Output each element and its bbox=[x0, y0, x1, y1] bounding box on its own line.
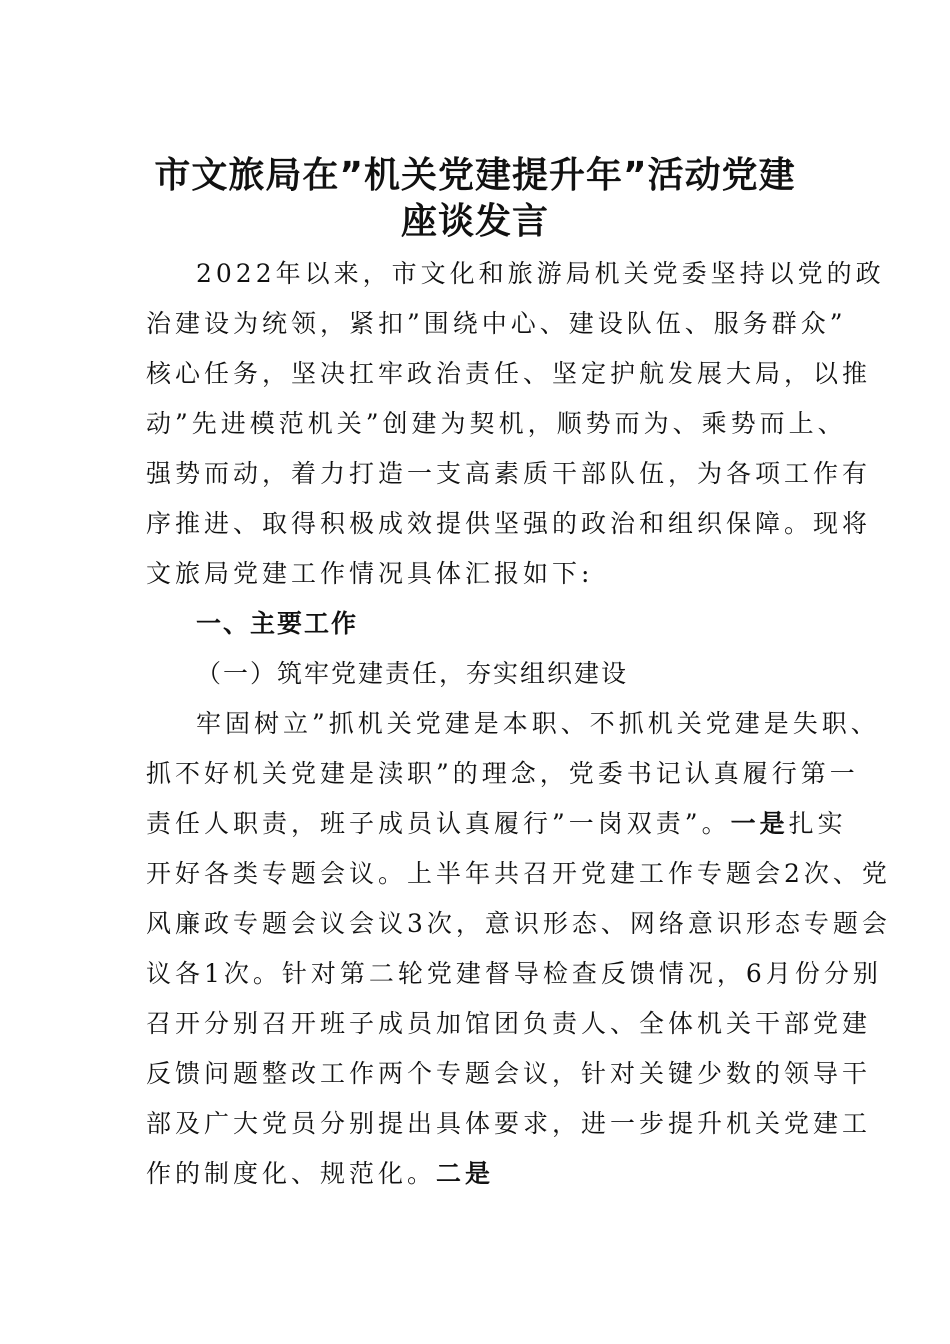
subsection-heading-1: （一）筑牢党建责任，夯实组织建设 bbox=[196, 659, 629, 688]
body-line-2: 抓不好机关党建是渎职”的理念，党委书记认真履行第一 bbox=[146, 759, 859, 788]
intro-line-4: 动”先进模范机关”创建为契机，顺势而为、乘势而上、 bbox=[146, 409, 847, 438]
body-line-6: 议各1次。针对第二轮党建督导检查反馈情况，6月份分别 bbox=[146, 959, 882, 988]
emphasis-first: 一是 bbox=[730, 809, 789, 838]
emphasis-second: 二是 bbox=[436, 1159, 495, 1188]
body-line-3 bbox=[146, 806, 846, 842]
body-line-1: 牢固树立”抓机关党建是本职、不抓机关党建是失职、 bbox=[196, 709, 880, 738]
body-line-5: 风廉政专题会议会议3次，意识形态、网络意识形态专题会 bbox=[146, 909, 891, 938]
intro-line-1: 2022年以来，市文化和旅游局机关党委坚持以党的政 bbox=[196, 259, 885, 288]
body-line-4: 开好各类专题会议。上半年共召开党建工作专题会2次、党 bbox=[146, 859, 891, 888]
document-title-line-2: 座谈发言 bbox=[400, 201, 549, 242]
body-line-10-text: 作的制度化、规范化。 bbox=[146, 1159, 437, 1188]
body-line-10 bbox=[146, 1156, 846, 1192]
body-line-7: 召开分别召开班子成员加馆团负责人、全体机关干部党建 bbox=[146, 1009, 872, 1038]
document-title-line-1: 市文旅局在”机关党建提升年”活动党建 bbox=[154, 155, 796, 196]
body-line-3-tail: 扎实 bbox=[788, 809, 847, 838]
intro-line-2: 治建设为统领，紧扣”围绕中心、建设队伍、服务群众” bbox=[146, 309, 847, 338]
intro-line-6: 序推进、取得积极成效提供坚强的政治和组织保障。现将 bbox=[146, 509, 872, 538]
body-line-8: 反馈问题整改工作两个专题会议，针对关键少数的领导干 bbox=[146, 1059, 872, 1088]
body-line-3-text: 责任人职责，班子成员认真履行”一岗双责”。 bbox=[146, 809, 731, 838]
section-heading-main-work: 一、主要工作 bbox=[196, 609, 359, 638]
intro-line-5: 强势而动，着力打造一支高素质干部队伍，为各项工作有 bbox=[146, 459, 872, 488]
intro-line-3: 核心任务，坚决扛牢政治责任、坚定护航发展大局，以推 bbox=[146, 359, 872, 388]
intro-line-7: 文旅局党建工作情况具体汇报如下: bbox=[146, 559, 594, 588]
body-line-9: 部及广大党员分别提出具体要求，进一步提升机关党建工 bbox=[146, 1109, 872, 1138]
